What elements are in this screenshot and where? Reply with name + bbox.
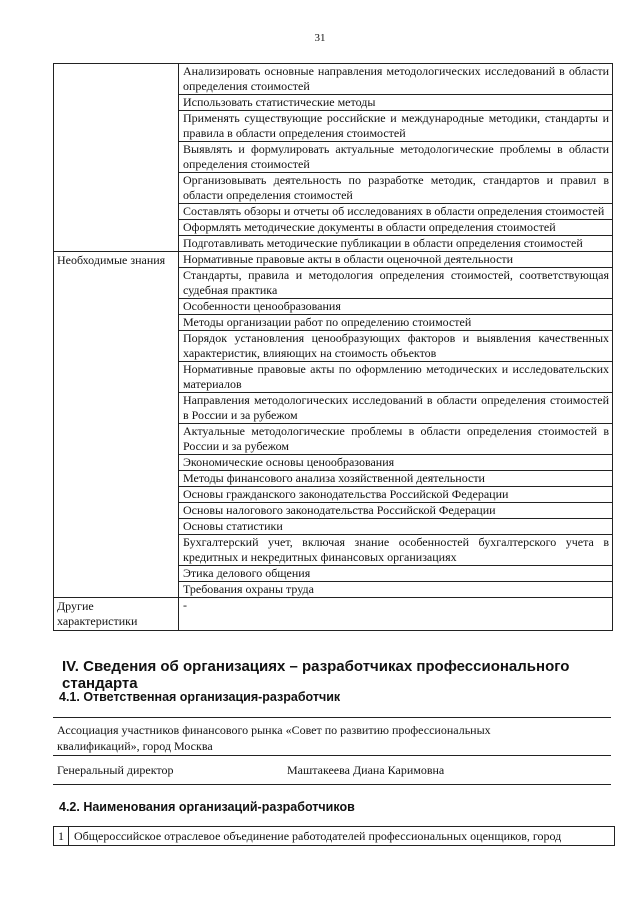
organization-name: Ассоциация участников финансового рынка «Совет по развитию профессиональных квалификаций», город Москва xyxy=(57,723,491,753)
row-label: Необходимые знания xyxy=(54,252,179,598)
responsible-organization-box xyxy=(53,717,611,785)
list-item: Требования охраны труда xyxy=(183,582,314,596)
table-row xyxy=(54,64,613,252)
list-item: Этика делового общения xyxy=(179,566,612,582)
list-item: Выявлять и формулировать актуальные методологические проблемы в области определения стоимостей xyxy=(179,142,612,173)
developer-number: 1 xyxy=(54,827,69,845)
list-item: Особенности ценообразования xyxy=(179,299,612,315)
row-label xyxy=(54,64,179,252)
row-items xyxy=(179,64,613,252)
list-item: Нормативные правовые акты в области оценочной деятельности xyxy=(179,252,612,268)
table-row xyxy=(54,598,613,631)
list-item: Подготавливать методические публикации в области определения стоимостей xyxy=(183,236,583,250)
list-item: Экономические основы ценообразования xyxy=(179,455,612,471)
list-item: Методы финансового анализа хозяйственной деятельности xyxy=(179,471,612,487)
list-item: Применять существующие российские и международные методики, стандарты и правила в области определения стоимостей xyxy=(179,111,612,142)
list-item: Использовать статистические методы xyxy=(179,95,612,111)
list-item: Основы налогового законодательства Российской Федерации xyxy=(179,503,612,519)
competency-table xyxy=(53,63,613,631)
list-item: Актуальные методологические проблемы в области определения стоимостей в России и за рубежом xyxy=(179,424,612,455)
list-item: Направления методологических исследований в области определения стоимостей в России и за рубежом xyxy=(179,393,612,424)
subsection-4-2-title: 4.2. Наименования организаций-разработчиков xyxy=(59,800,355,814)
list-item: Порядок установления ценообразующих факторов и выявления качественных характеристик, влияющих на стоимость объектов xyxy=(179,331,612,362)
page-number: 31 xyxy=(314,32,326,44)
row-label: Другие характеристики xyxy=(54,598,179,631)
list-item: - xyxy=(183,598,187,612)
table-row xyxy=(54,252,613,598)
list-item: Бухгалтерский учет, включая знание особенностей бухгалтерского учета в кредитных и некредитных финансовых организациях xyxy=(179,535,612,566)
director-position: Генеральный директор xyxy=(57,763,174,777)
developer-name: Общероссийское отраслевое объединение работодателей профессиональных оценщиков, город xyxy=(74,829,562,843)
section-4-title: IV. Сведения об организациях – разработчиках профессионального стандарта xyxy=(62,658,570,692)
developer-row xyxy=(53,826,615,846)
list-item: Основы гражданского законодательства Российской Федерации xyxy=(179,487,612,503)
list-item: Анализировать основные направления методологических исследований в области определения стоимостей xyxy=(179,64,612,95)
director-name: Маштакеева Диана Каримовна xyxy=(287,763,445,777)
list-item: Оформлять методические документы в области определения стоимостей xyxy=(179,220,612,236)
row-items xyxy=(179,252,613,598)
row-items xyxy=(179,598,613,631)
divider xyxy=(53,755,611,756)
list-item: Основы статистики xyxy=(179,519,612,535)
subsection-4-1-title: 4.1. Ответственная организация-разработчик xyxy=(59,690,341,704)
list-item: Организовывать деятельность по разработке методик, стандартов и правил в области определения стоимостей xyxy=(179,173,612,204)
list-item: Методы организации работ по определению стоимостей xyxy=(179,315,612,331)
list-item: Составлять обзоры и отчеты об исследованиях в области определения стоимостей xyxy=(179,204,612,220)
list-item: Стандарты, правила и методология определения стоимостей, соответствующая судебная практика xyxy=(179,268,612,299)
list-item: Нормативные правовые акты по оформлению методических и исследовательских материалов xyxy=(179,362,612,393)
